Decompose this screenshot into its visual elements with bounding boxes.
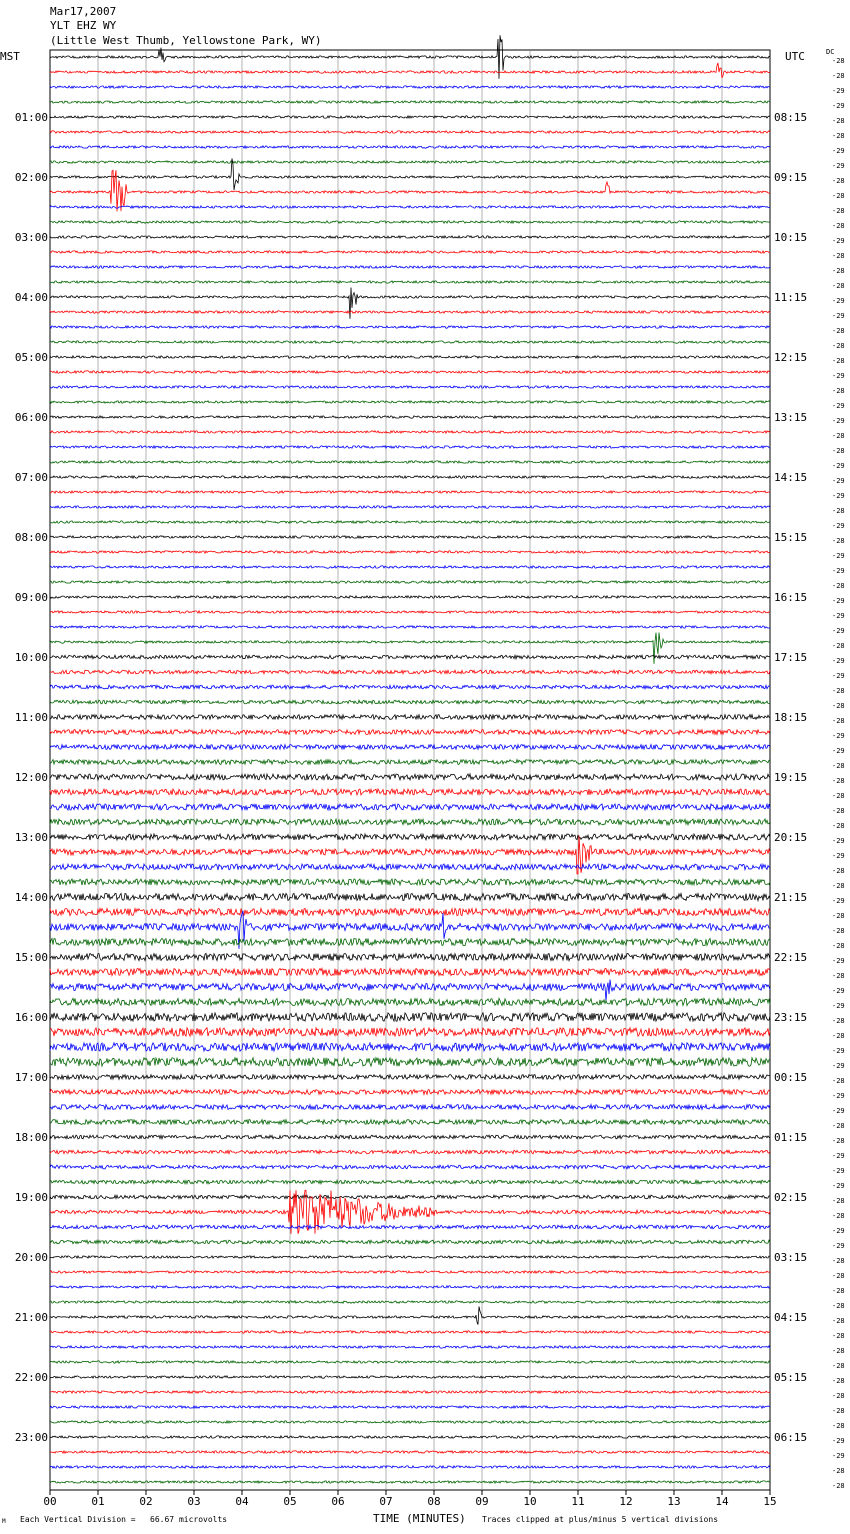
- trace-offset-label: -28: [832, 342, 845, 350]
- dc-offset-header: DC: [826, 48, 835, 56]
- trace-offset-label: -28: [832, 1347, 845, 1355]
- seismic-trace: [50, 236, 770, 238]
- right-hour-label: 18:15: [774, 711, 808, 724]
- trace-offset-label: -29: [832, 1092, 845, 1100]
- corner-mark: M: [2, 1518, 6, 1525]
- seismic-trace: [50, 401, 770, 403]
- right-hour-label: 23:15: [774, 1011, 808, 1024]
- seismic-trace: [50, 581, 770, 583]
- trace-offset-label: -29: [832, 1047, 845, 1055]
- seismic-trace: [50, 461, 770, 463]
- right-hour-label: 19:15: [774, 771, 808, 784]
- trace-offset-label: -29: [832, 1452, 845, 1460]
- left-hour-label: 07:00: [14, 471, 48, 484]
- seismic-trace: [50, 431, 770, 433]
- trace-offset-label: -28: [832, 912, 845, 920]
- trace-offset-label: -28: [832, 1362, 845, 1370]
- trace-offset-label: -29: [832, 957, 845, 965]
- trace-offset-label: -29: [832, 1107, 845, 1115]
- seismic-trace: [50, 281, 770, 283]
- trace-offset-label: -28: [832, 1392, 845, 1400]
- seismic-trace: [50, 266, 770, 268]
- trace-offset-label: -28: [832, 282, 845, 290]
- right-hour-label: 14:15: [774, 471, 808, 484]
- seismic-trace: [50, 158, 770, 190]
- left-hour-label: 21:00: [14, 1311, 48, 1324]
- right-hour-label: 05:15: [774, 1371, 808, 1384]
- seismic-trace: [50, 1013, 770, 1021]
- seismic-trace: [50, 506, 770, 508]
- left-hour-label: 09:00: [14, 591, 48, 604]
- seismic-trace: [50, 1286, 770, 1288]
- x-tick-label: 04: [235, 1495, 249, 1508]
- seismic-trace: [50, 341, 770, 343]
- trace-offset-label: -28: [832, 207, 845, 215]
- trace-offset-label: -28: [832, 1287, 845, 1295]
- seismic-trace: [50, 998, 770, 1005]
- right-hour-label: 22:15: [774, 951, 808, 964]
- trace-offset-label: -28: [832, 717, 845, 725]
- seismic-trace: [50, 1105, 770, 1110]
- left-hour-label: 17:00: [14, 1071, 48, 1084]
- left-hour-label: 03:00: [14, 231, 48, 244]
- seismic-trace: [50, 1090, 770, 1095]
- trace-offset-label: -28: [832, 267, 845, 275]
- seismic-trace: [50, 611, 770, 613]
- vertical-scale-note: Each Vertical Division = 66.67 microvolts: [20, 1515, 228, 1524]
- x-axis-title: TIME (MINUTES): [373, 1512, 466, 1525]
- seismic-trace: [50, 1240, 770, 1244]
- seismic-trace: [50, 221, 770, 223]
- seismic-trace: [50, 980, 770, 1001]
- station-location: (Little West Thumb, Yellowstone Park, WY): [50, 34, 322, 47]
- trace-offset-label: -29: [832, 987, 845, 995]
- seismic-trace: [50, 1481, 770, 1483]
- trace-offset-label: -28: [832, 132, 845, 140]
- trace-offset-label: -29: [832, 462, 845, 470]
- trace-offset-label: -28: [832, 1302, 845, 1310]
- trace-offset-label: -28: [832, 582, 845, 590]
- seismic-trace: [50, 596, 770, 598]
- trace-offset-label: -29: [832, 627, 845, 635]
- trace-offset-label: -28: [832, 327, 845, 335]
- seismic-trace: [50, 804, 770, 810]
- seismic-trace: [50, 864, 770, 870]
- seismic-trace: [50, 116, 770, 118]
- left-hour-label: 20:00: [14, 1251, 48, 1264]
- seismic-trace: [50, 371, 770, 373]
- trace-offset-label: -28: [832, 1272, 845, 1280]
- trace-offset-label: -28: [832, 1377, 845, 1385]
- left-hour-label: 22:00: [14, 1371, 48, 1384]
- right-hour-label: 01:15: [774, 1131, 808, 1144]
- seismic-trace: [50, 908, 770, 915]
- trace-offset-label: -28: [832, 1422, 845, 1430]
- seismic-trace: [50, 685, 770, 689]
- trace-offset-label: -28: [832, 432, 845, 440]
- left-hour-label: 13:00: [14, 831, 48, 844]
- x-tick-label: 01: [91, 1495, 105, 1508]
- left-hour-label: 01:00: [14, 111, 48, 124]
- right-hour-label: 00:15: [774, 1071, 808, 1084]
- trace-offset-label: -29: [832, 372, 845, 380]
- right-hour-label: 21:15: [774, 891, 808, 904]
- x-tick-label: 11: [571, 1495, 585, 1508]
- seismic-trace: [50, 491, 770, 493]
- trace-offset-label: -29: [832, 492, 845, 500]
- seismic-trace: [50, 1271, 770, 1273]
- trace-offset-label: -28: [832, 1017, 845, 1025]
- trace-offset-label: -28: [832, 777, 845, 785]
- right-hour-label: 12:15: [774, 351, 808, 364]
- seismic-trace: [50, 63, 770, 78]
- trace-offset-label: -29: [832, 237, 845, 245]
- left-hour-label: 04:00: [14, 291, 48, 304]
- trace-offset-label: -29: [832, 1152, 845, 1160]
- trace-offset-label: -29: [832, 162, 845, 170]
- seismic-trace: [50, 1307, 770, 1325]
- trace-offset-label: -29: [832, 1167, 845, 1175]
- seismic-trace: [50, 774, 770, 780]
- trace-offset-label: -28: [832, 177, 845, 185]
- right-hour-label: 03:15: [774, 1251, 808, 1264]
- trace-offset-label: -29: [832, 1242, 845, 1250]
- trace-offset-label: -28: [832, 1032, 845, 1040]
- seismic-trace: [50, 1043, 770, 1051]
- trace-offset-label: -29: [832, 1062, 845, 1070]
- trace-offset-label: -28: [832, 192, 845, 200]
- trace-offset-label: -29: [832, 1002, 845, 1010]
- trace-offset-label: -28: [832, 387, 845, 395]
- trace-offset-label: -28: [832, 1482, 845, 1490]
- left-hour-label: 18:00: [14, 1131, 48, 1144]
- trace-offset-label: -28: [832, 792, 845, 800]
- seismic-trace: [50, 476, 770, 478]
- trace-offset-label: -28: [832, 807, 845, 815]
- left-hour-label: 06:00: [14, 411, 48, 424]
- seismic-trace: [50, 1150, 770, 1154]
- seismic-trace: [50, 789, 770, 795]
- trace-offset-label: -28: [832, 1317, 845, 1325]
- seismic-trace: [50, 834, 770, 840]
- seismic-trace: [50, 1180, 770, 1184]
- seismic-trace: [50, 1346, 770, 1348]
- x-tick-label: 14: [715, 1495, 729, 1508]
- left-hour-label: 14:00: [14, 891, 48, 904]
- plot-date: Mar17,2007: [50, 5, 117, 18]
- right-timezone-label: UTC: [785, 50, 805, 63]
- seismic-trace: [50, 146, 770, 148]
- seismic-trace: [50, 566, 770, 568]
- right-hour-label: 02:15: [774, 1191, 808, 1204]
- trace-offset-label: -28: [832, 702, 845, 710]
- seismic-trace: [50, 1120, 770, 1125]
- station-code: YLT EHZ WY: [50, 19, 117, 32]
- trace-offset-label: -28: [832, 1407, 845, 1415]
- x-tick-label: 07: [379, 1495, 393, 1508]
- trace-offset-label: -28: [832, 222, 845, 230]
- trace-offset-label: -29: [832, 897, 845, 905]
- seismic-trace: [50, 1421, 770, 1423]
- right-hour-label: 04:15: [774, 1311, 808, 1324]
- seismic-trace: [50, 161, 770, 163]
- trace-offset-label: -28: [832, 1197, 845, 1205]
- seismic-trace: [50, 730, 770, 735]
- trace-offset-label: -28: [832, 507, 845, 515]
- trace-offset-label: -29: [832, 837, 845, 845]
- seismic-trace: [50, 633, 770, 664]
- seismic-trace: [50, 1028, 770, 1036]
- seismic-trace: [50, 655, 770, 659]
- right-hour-label: 20:15: [774, 831, 808, 844]
- x-tick-label: 00: [43, 1495, 57, 1508]
- trace-offset-label: -29: [832, 597, 845, 605]
- seismic-trace: [50, 670, 770, 674]
- trace-offset-label: -29: [832, 417, 845, 425]
- trace-offset-label: -28: [832, 537, 845, 545]
- trace-offset-label: -29: [832, 747, 845, 755]
- trace-offset-label: -28: [832, 642, 845, 650]
- right-hour-label: 16:15: [774, 591, 808, 604]
- x-tick-label: 05: [283, 1495, 297, 1508]
- seismic-trace: [50, 626, 770, 628]
- seismic-trace: [50, 938, 770, 945]
- seismic-trace: [50, 86, 770, 88]
- seismic-trace: [50, 131, 770, 133]
- trace-offset-label: -29: [832, 312, 845, 320]
- seismic-trace: [50, 715, 770, 720]
- clip-note: Traces clipped at plus/minus 5 vertical divisions: [482, 1515, 719, 1524]
- seismic-trace: [50, 521, 770, 523]
- right-hour-label: 11:15: [774, 291, 808, 304]
- left-hour-label: 05:00: [14, 351, 48, 364]
- seismic-trace: [50, 1376, 770, 1378]
- seismic-trace: [50, 1466, 770, 1468]
- trace-offset-label: -28: [832, 882, 845, 890]
- x-tick-label: 06: [331, 1495, 345, 1508]
- seismic-trace: [50, 1135, 770, 1139]
- x-tick-label: 02: [139, 1495, 153, 1508]
- seismic-trace: [50, 953, 770, 960]
- trace-offset-label: -28: [832, 927, 845, 935]
- seismic-trace: [50, 1195, 770, 1199]
- seismic-trace: [50, 1331, 770, 1333]
- seismic-trace: [50, 745, 770, 750]
- x-tick-label: 03: [187, 1495, 201, 1508]
- left-hour-label: 19:00: [14, 1191, 48, 1204]
- trace-offset-label: -28: [832, 1077, 845, 1085]
- seismic-trace: [50, 1225, 770, 1229]
- seismic-trace: [50, 311, 770, 313]
- seismic-trace: [50, 760, 770, 765]
- seismic-trace: [50, 1451, 770, 1453]
- seismic-trace: [50, 288, 770, 319]
- trace-offset-label: -29: [832, 147, 845, 155]
- trace-offset-label: -28: [832, 447, 845, 455]
- left-hour-label: 15:00: [14, 951, 48, 964]
- right-hour-label: 09:15: [774, 171, 808, 184]
- seismic-trace: [50, 1165, 770, 1169]
- seismic-trace: [50, 700, 770, 704]
- trace-offset-label: -29: [832, 672, 845, 680]
- trace-offset-label: -29: [832, 1227, 845, 1235]
- seismic-trace: [50, 356, 770, 358]
- trace-offset-label: -29: [832, 1437, 845, 1445]
- trace-offset-label: -28: [832, 822, 845, 830]
- seismic-trace: [50, 251, 770, 253]
- seismic-trace: [50, 446, 770, 448]
- trace-offset-label: -29: [832, 567, 845, 575]
- right-hour-label: 10:15: [774, 231, 808, 244]
- trace-offset-label: -28: [832, 1137, 845, 1145]
- trace-offset-label: -29: [832, 657, 845, 665]
- seismic-trace: [50, 326, 770, 328]
- seismic-trace: [50, 536, 770, 538]
- seismic-trace: [50, 879, 770, 885]
- seismic-trace: [50, 416, 770, 418]
- trace-offset-label: -28: [832, 252, 845, 260]
- trace-offset-label: -29: [832, 852, 845, 860]
- left-hour-label: 23:00: [14, 1431, 48, 1444]
- seismic-trace: [50, 1391, 770, 1393]
- seismic-trace: [50, 551, 770, 553]
- left-hour-label: 16:00: [14, 1011, 48, 1024]
- seismic-trace: [50, 1058, 770, 1066]
- x-tick-label: 15: [763, 1495, 777, 1508]
- trace-offset-label: -29: [832, 1182, 845, 1190]
- right-hour-label: 17:15: [774, 651, 808, 664]
- trace-offset-label: -28: [832, 687, 845, 695]
- seismic-trace: [50, 1256, 770, 1258]
- left-hour-label: 08:00: [14, 531, 48, 544]
- trace-offset-label: -29: [832, 522, 845, 530]
- left-hour-label: 12:00: [14, 771, 48, 784]
- trace-offset-label: -29: [832, 402, 845, 410]
- trace-offset-label: -28: [832, 1257, 845, 1265]
- right-hour-label: 15:15: [774, 531, 808, 544]
- trace-offset-label: -28: [832, 117, 845, 125]
- seismic-trace: [50, 101, 770, 103]
- x-tick-label: 08: [427, 1495, 441, 1508]
- seismic-trace: [50, 386, 770, 388]
- seismic-trace: [50, 819, 770, 825]
- x-tick-label: 12: [619, 1495, 633, 1508]
- trace-offset-label: -28: [832, 357, 845, 365]
- left-timezone-label: MST: [0, 50, 20, 63]
- trace-offset-label: -29: [832, 477, 845, 485]
- x-tick-label: 10: [523, 1495, 537, 1508]
- trace-offset-label: -29: [832, 552, 845, 560]
- x-tick-label: 09: [475, 1495, 489, 1508]
- trace-offset-label: -28: [832, 1467, 845, 1475]
- trace-offset-label: -29: [832, 732, 845, 740]
- trace-offset-label: -28: [832, 1212, 845, 1220]
- seismic-trace: [50, 1301, 770, 1303]
- trace-offset-label: -29: [832, 297, 845, 305]
- x-tick-label: 13: [667, 1495, 681, 1508]
- trace-offset-label: -28: [832, 1122, 845, 1130]
- seismic-trace: [50, 893, 770, 900]
- left-hour-label: 11:00: [14, 711, 48, 724]
- trace-offset-label: -29: [832, 102, 845, 110]
- seismic-trace: [50, 968, 770, 975]
- right-hour-label: 13:15: [774, 411, 808, 424]
- trace-offset-label: -28: [832, 972, 845, 980]
- left-hour-label: 02:00: [14, 171, 48, 184]
- trace-offset-label: -28: [832, 72, 845, 80]
- right-hour-label: 08:15: [774, 111, 808, 124]
- trace-offset-label: -28: [832, 762, 845, 770]
- seismic-trace: [50, 1075, 770, 1080]
- trace-offset-label: -28: [832, 942, 845, 950]
- trace-offset-label: -29: [832, 612, 845, 620]
- right-hour-label: 06:15: [774, 1431, 808, 1444]
- seismic-trace: [50, 206, 770, 208]
- seismic-trace: [50, 1406, 770, 1408]
- trace-offset-label: -28: [832, 1332, 845, 1340]
- trace-offset-label: -28: [832, 867, 845, 875]
- seismic-trace: [50, 1361, 770, 1363]
- left-hour-label: 10:00: [14, 651, 48, 664]
- trace-offset-label: -29: [832, 87, 845, 95]
- trace-offset-label: -28: [832, 57, 845, 65]
- seismic-trace: [50, 1436, 770, 1438]
